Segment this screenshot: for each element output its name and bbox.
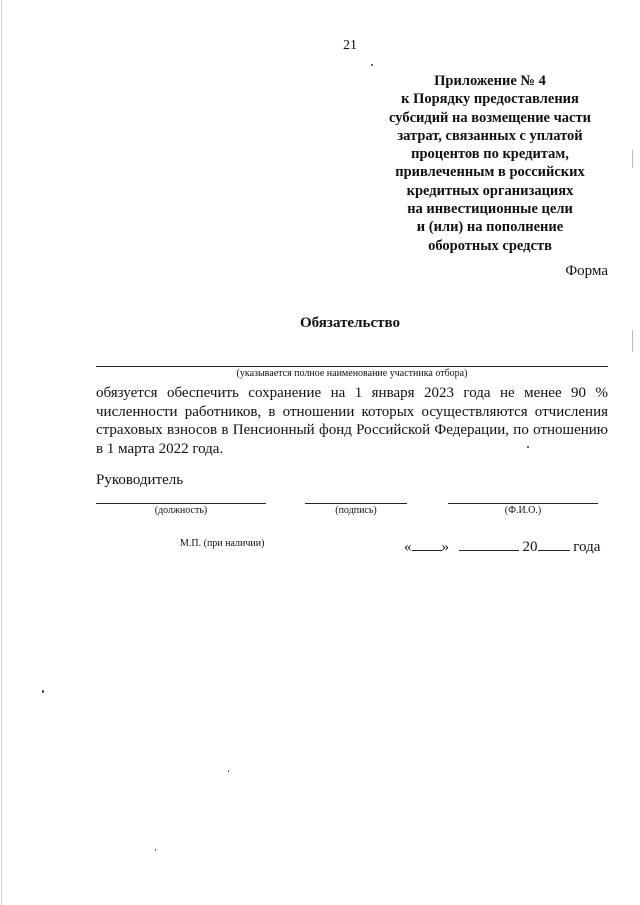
head-label: Руководитель xyxy=(96,472,184,488)
appendix-header xyxy=(372,72,608,255)
appendix-line: Приложение № 4 xyxy=(434,73,546,89)
body-line: страховых взносов в Пенсионный фонд Российской Федерации, по отношению xyxy=(96,422,608,438)
date-open-quote: « xyxy=(404,539,412,555)
scan-mark xyxy=(632,150,633,168)
appendix-line: на инвестиционные цели xyxy=(407,201,573,218)
fio-line xyxy=(448,503,598,504)
stamp-label: М.П. (при наличии) xyxy=(180,538,265,549)
document-title: Обязательство xyxy=(300,315,400,331)
scan-speck xyxy=(42,690,44,693)
year-blank xyxy=(538,537,570,551)
scan-speck xyxy=(155,849,156,851)
fio-caption: (Ф.И.О.) xyxy=(504,505,542,516)
position-line xyxy=(96,503,266,504)
scan-speck xyxy=(527,446,529,448)
appendix-line: и (или) на пополнение xyxy=(416,219,564,236)
date-close-quote: » xyxy=(441,539,449,555)
month-blank xyxy=(459,537,519,551)
appendix-line: оборотных средств xyxy=(428,237,552,254)
appendix-line: затрат, связанных с уплатой xyxy=(397,127,583,144)
participant-name-line xyxy=(96,366,608,367)
signature-line xyxy=(305,503,407,504)
scan-speck xyxy=(228,770,229,772)
appendix-line: субсидий на возмещение части xyxy=(389,109,591,126)
form-label: Форма xyxy=(565,263,608,279)
participant-caption: (указывается полное наименование участника отбора) xyxy=(236,368,468,379)
body-line: обязуется обеспечить сохранение на 1 января 2023 года не менее 90 % xyxy=(96,385,608,401)
date-line xyxy=(404,537,600,556)
scan-speck xyxy=(371,64,373,66)
appendix-line: привлеченным в российских xyxy=(395,164,585,181)
body-line: в 1 марта 2022 года. xyxy=(96,440,224,457)
appendix-line: к Порядку предоставления xyxy=(401,91,579,108)
year-prefix: 20 xyxy=(522,539,538,555)
page-number: 21 xyxy=(343,38,357,53)
body-line: численности работников, в отношении которых осуществляются отчисления xyxy=(96,403,608,420)
appendix-line: кредитных организациях xyxy=(406,182,574,199)
day-blank xyxy=(412,537,442,551)
scan-edge xyxy=(1,0,2,905)
appendix-line: процентов по кредитам, xyxy=(411,146,569,163)
year-suffix: года xyxy=(573,539,601,555)
scan-mark xyxy=(632,330,633,352)
position-caption: (должность) xyxy=(154,505,208,516)
signature-caption: (подпись) xyxy=(335,505,377,516)
obligation-text xyxy=(96,384,608,458)
